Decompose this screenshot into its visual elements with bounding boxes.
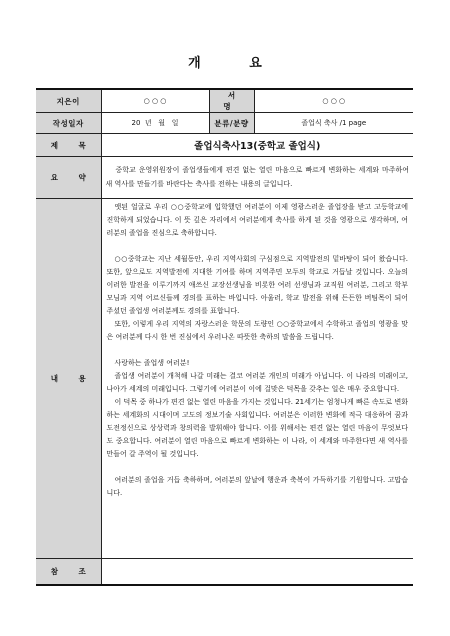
subject-row — [36, 134, 413, 157]
content-label: 내 용 — [36, 199, 101, 559]
reference-label: 참 조 — [36, 559, 101, 585]
date-row — [36, 113, 413, 134]
content-body — [101, 199, 413, 559]
content-paragraph-6: 이 덕목 중 하나가 편견 없는 열린 마음을 가지는 것입니다. 21세기는 엄청나게 빠른 속도로 변화하는 세계화의 시대이며 고도의 정보기술 사회입니다. 여러분은 이러한 변화에 적극 대응하여 꿈과 도전정신으로 상상력과 창의력을 발휘해야 합니다. 이를 위해서는 편견 없는 열린 마음이 무엇보다도 중요합니다. 여러분이 열린 마음으로 빠르게 변화하는 이 나라, 이 세계와 마주한다면 새 역사를 만들어 갈 주역이 될 것입니다. — [106, 398, 408, 458]
reference-row — [36, 559, 413, 585]
summary-row — [36, 157, 413, 199]
summary-label: 요 약 — [36, 157, 101, 199]
page-title: 개 요 — [188, 56, 284, 71]
content-paragraph-1: 앳된 얼굴로 우리 ○○중학교에 입학했던 여러분이 이제 영광스러운 졸업장을 받고 고등학교에 진학하게 되었습니다. 이 뜻 깊은 자리에서 여러분에게 축사를 하게 된 것을 영광으로 생각하며, 여러분의 졸업을 진심으로 축하합니다. — [106, 203, 408, 237]
content-paragraph-4: 사랑하는 졸업생 여러분! — [114, 359, 190, 367]
content-paragraph-2: ○○중학교는 지난 세월동안, 우리 지역사회의 구심점으로 지역발전의 밑바탕이 되어 왔습니다. 또한, 앞으로도 지역발전에 지대한 기여를 하며 지역주민 모두의 학교로 거듭날 것입니다. 오늘의 이러한 발전을 이루기까지 애쓰신 교장선생님을 비롯한 여러 선생님과 교직원 여러분, 그리고 학부모님과 지역 어르신들께 경의를 표하는 바입니다. 아울러, 학교 발전을 위해 든든한 버팀목이 되어주셨던 졸업생 여러분께도 경의를 표합니다. — [106, 255, 408, 315]
reference-value — [101, 559, 413, 585]
author-label: 지은이 — [36, 89, 101, 113]
overview-table — [36, 88, 413, 586]
school-label: 서 명 — [209, 89, 254, 113]
school-value: ○ ○ ○ — [254, 89, 413, 113]
subject-label: 제 목 — [36, 134, 101, 157]
content-paragraph-5: 졸업생 여러분이 개척해 나갈 미래는 결코 여러분 개인의 미래가 아닙니다. 이 나라의 미래이고, 나아가 세계의 미래입니다. 그렇기에 여러분이 이에 걸맞은 덕목을 갖추는 일은 매우 중요합니다. — [106, 372, 408, 393]
content-row — [36, 199, 413, 559]
author-value: ○ ○ ○ — [101, 89, 209, 113]
subject-value: 졸업식축사13(중학교 졸업식) — [101, 134, 413, 157]
content-paragraph-7: 여러분의 졸업을 거듭 축하하며, 여러분의 앞날에 행운과 축복이 가득하기를 기원합니다. 고맙습니다. — [106, 476, 408, 497]
summary-text: 중학교 운영위원장이 졸업생들에게 편견 없는 열린 마음으로 빠르게 변화하는 세계와 마주하여 새 역사를 만들기를 바란다는 축사를 전하는 내용의 글입니다. — [101, 157, 413, 199]
author-row — [36, 89, 413, 113]
category-label: 분류/분량 — [209, 113, 254, 134]
category-value: 졸업식 축사 /1 page — [254, 113, 413, 134]
date-value: 20 년 월 일 — [101, 113, 209, 134]
content-paragraph-3: 또한, 이렇게 우리 지역의 자랑스러운 학문의 도량인 ○○중학교에서 수학하고 졸업의 영광을 맞은 여러분께 다시 한 번 진심에서 우러나온 따뜻한 축하의 말씀을 드립니다. — [106, 320, 408, 341]
date-label: 작성일자 — [36, 113, 101, 134]
